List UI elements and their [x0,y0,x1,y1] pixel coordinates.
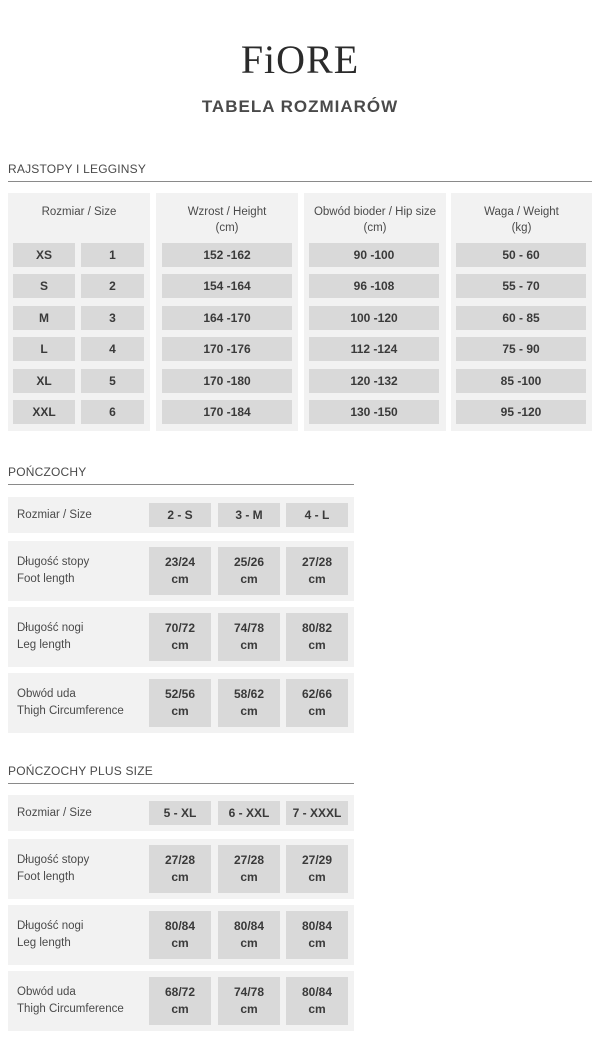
height-cell: 154 -164 [162,274,292,298]
section-title-stockings-plus: POŃCZOCHY PLUS SIZE [8,764,153,778]
measurement-label-en: Foot length [17,573,75,585]
hip-cell: 96 -108 [309,274,439,298]
measurement-value: 80/82 [301,621,333,635]
measurement-unit: cm [308,936,326,950]
hip-cell: 112 -124 [309,337,439,361]
measurement-unit: cm [240,936,258,950]
measurement-label [17,686,147,720]
measurement-value-cell [218,977,280,1025]
measurement-value: 27/28 [301,555,333,569]
size-letter-cell: XXL [13,400,75,424]
measurement-label-en: Thigh Circumference [17,705,124,717]
size-row-label: Rozmiar / Size [17,807,92,819]
hip-cell: 120 -132 [309,369,439,393]
measurement-value-cell [286,977,348,1025]
weight-cell: 50 - 60 [456,243,586,267]
measurement-value: 70/72 [164,621,196,635]
measurement-value-cell [218,911,280,959]
size-letter-cell: L [13,337,75,361]
weight-cell: 95 -120 [456,400,586,424]
header-weight [451,204,592,236]
measurement-value-cell [218,547,280,595]
measurement-value-cell [218,845,280,893]
measurement-label [17,852,147,886]
measurement-value-cell [149,679,211,727]
measurement-label-en: Thigh Circumference [17,1003,124,1015]
measurement-unit: cm [308,704,326,718]
measurement-unit: cm [240,870,258,884]
size-header-cell: 7 - XXXL [286,801,348,825]
size-header-cell: 2 - S [149,503,211,527]
size-number-cell: 2 [81,274,144,298]
measurement-label-pl: Długość nogi [17,622,84,634]
weight-cell: 55 - 70 [456,274,586,298]
brand-logo: FiORE [240,37,360,82]
header-weight-line1: Waga / Weight [484,206,559,218]
size-row-label: Rozmiar / Size [17,509,92,521]
measurement-value: 23/24 [164,555,196,569]
measurement-value-cell [149,845,211,893]
measurement-label [17,554,147,588]
measurement-unit: cm [308,870,326,884]
measurement-unit: cm [240,638,258,652]
measurement-value: 52/56 [164,687,196,701]
measurement-value: 80/84 [164,919,196,933]
weight-cell: 85 -100 [456,369,586,393]
measurement-value: 80/84 [233,919,265,933]
measurement-unit: cm [240,572,258,586]
measurement-unit: cm [171,936,189,950]
size-letter-cell: S [13,274,75,298]
size-header-cell: 3 - M [218,503,280,527]
measurement-label-pl: Długość stopy [17,556,90,568]
weight-cell: 75 - 90 [456,337,586,361]
measurement-value-cell [286,845,348,893]
measurement-unit: cm [240,1002,258,1016]
header-weight-line2: (kg) [511,222,532,234]
header-height-line2: (cm) [215,222,239,234]
size-letter-cell: XS [13,243,75,267]
section-divider [8,783,354,784]
measurement-value: 62/66 [301,687,333,701]
measurement-unit: cm [171,704,189,718]
hip-cell: 90 -100 [309,243,439,267]
measurement-value-cell [286,613,348,661]
size-header-cell: 4 - L [286,503,348,527]
measurement-value: 27/28 [233,853,265,867]
size-number-cell: 4 [81,337,144,361]
weight-cell: 60 - 85 [456,306,586,330]
measurement-value: 27/28 [164,853,196,867]
measurement-label [17,620,147,654]
measurement-label [17,918,147,952]
height-cell: 170 -184 [162,400,292,424]
measurement-value: 74/78 [233,621,265,635]
header-hip-line1: Obwód bioder / Hip size [313,206,437,218]
measurement-value-cell [286,547,348,595]
measurement-label-en: Foot length [17,871,75,883]
header-height-line1: Wzrost / Height [187,206,267,218]
measurement-unit: cm [171,870,189,884]
size-number-cell: 6 [81,400,144,424]
measurement-unit: cm [171,1002,189,1016]
measurement-unit: cm [171,638,189,652]
height-cell: 164 -170 [162,306,292,330]
hip-cell: 130 -150 [309,400,439,424]
page-title: TABELA ROZMIARÓW [201,97,399,116]
height-cell: 170 -176 [162,337,292,361]
measurement-value-cell [286,911,348,959]
size-letter-cell: XL [13,369,75,393]
section-divider [8,484,354,485]
measurement-unit: cm [308,1002,326,1016]
measurement-value: 74/78 [233,985,265,999]
size-letter-cell: M [13,306,75,330]
measurement-value-cell [218,613,280,661]
size-number-cell: 3 [81,306,144,330]
measurement-value: 25/26 [233,555,265,569]
header-size: Rozmiar / Size [41,206,117,218]
measurement-value-cell [218,679,280,727]
measurement-unit: cm [171,572,189,586]
size-number-cell: 1 [81,243,144,267]
height-cell: 170 -180 [162,369,292,393]
header-hip-line2: (cm) [363,222,387,234]
measurement-value-cell [286,679,348,727]
measurement-value: 27/29 [301,853,333,867]
measurement-label [17,984,147,1018]
measurement-value: 80/84 [301,985,333,999]
measurement-label-en: Leg length [17,639,71,651]
section-title-stockings: POŃCZOCHY [8,465,87,479]
measurement-value: 58/62 [233,687,265,701]
size-number-cell: 5 [81,369,144,393]
measurement-label-en: Leg length [17,937,71,949]
measurement-value-cell [149,547,211,595]
measurement-value-cell [149,911,211,959]
hip-cell: 100 -120 [309,306,439,330]
measurement-value: 80/84 [301,919,333,933]
section-divider [8,181,592,182]
header-height [156,204,298,236]
height-cell: 152 -162 [162,243,292,267]
measurement-label-pl: Obwód uda [17,986,76,998]
measurement-unit: cm [308,572,326,586]
measurement-value-cell [149,977,211,1025]
header-hip [304,204,446,236]
size-header-cell: 6 - XXL [218,801,280,825]
measurement-value: 68/72 [164,985,196,999]
measurement-value-cell [149,613,211,661]
section-title-tights: RAJSTOPY I LEGGINSY [8,162,147,176]
size-header-cell: 5 - XL [149,801,211,825]
measurement-label-pl: Długość nogi [17,920,84,932]
measurement-label-pl: Obwód uda [17,688,76,700]
measurement-unit: cm [240,704,258,718]
measurement-unit: cm [308,638,326,652]
measurement-label-pl: Długość stopy [17,854,90,866]
